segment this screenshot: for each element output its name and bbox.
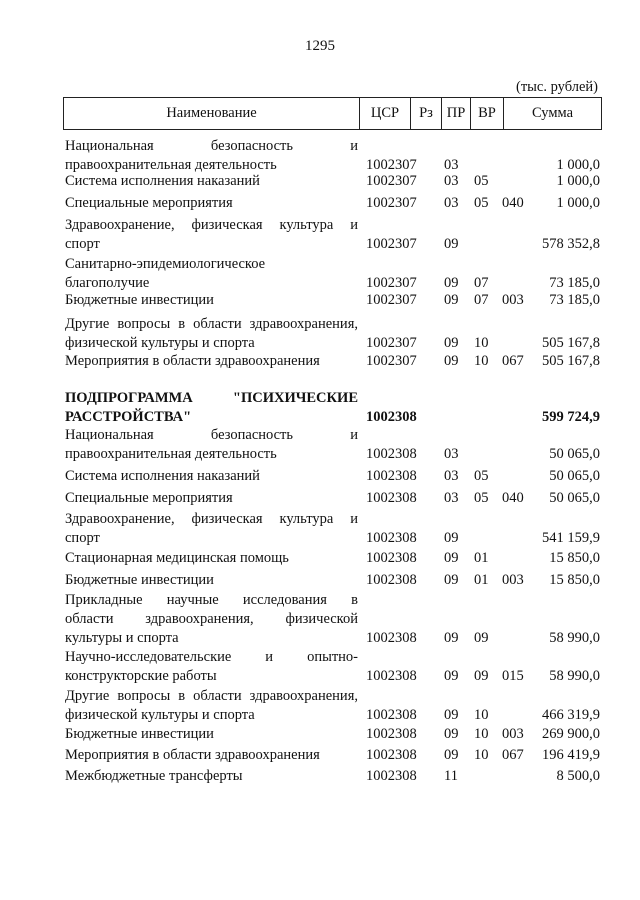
- row-sum: 58 990,0: [549, 630, 600, 646]
- row-pr: 10: [474, 335, 489, 351]
- header-sum: Сумма: [531, 105, 574, 121]
- row-csr: 1002307: [366, 195, 417, 211]
- row-name: [65, 725, 358, 744]
- row-rz: 03: [444, 173, 459, 189]
- row-pr: 07: [474, 275, 489, 291]
- row-sum: 505 167,8: [542, 353, 600, 369]
- table-row: [65, 315, 600, 353]
- row-sum: 1 000,0: [556, 173, 600, 189]
- row-csr: 1002307: [366, 335, 417, 351]
- row-name: [65, 648, 358, 686]
- row-rz: 09: [444, 726, 459, 742]
- row-name: [65, 549, 358, 568]
- row-pr: 05: [474, 490, 489, 506]
- row-name-line: Национальная безопасность и: [65, 427, 358, 443]
- row-csr: 1002307: [366, 173, 417, 189]
- row-name: [65, 291, 358, 310]
- row-sum: 15 850,0: [549, 550, 600, 566]
- row-vr: 003: [502, 572, 524, 588]
- row-rz: 09: [444, 353, 459, 369]
- table-row: [65, 687, 600, 725]
- row-name-line: физической культуры и спорта: [65, 335, 255, 351]
- row-name-line: Специальные мероприятия: [65, 490, 233, 506]
- row-name-line: благополучие: [65, 275, 150, 291]
- row-sum: 196 419,9: [542, 747, 600, 763]
- row-csr: 1002308: [366, 768, 417, 784]
- row-name: [65, 510, 358, 548]
- row-name-line: РАССТРОЙСТВА": [65, 409, 192, 425]
- table-row: [65, 352, 600, 371]
- table-row: [65, 216, 600, 254]
- row-vr: 067: [502, 747, 524, 763]
- row-vr: 040: [502, 490, 524, 506]
- row-vr: 015: [502, 668, 524, 684]
- row-sum: 466 319,9: [542, 707, 600, 723]
- row-rz: 09: [444, 275, 459, 291]
- row-name-line: ПОДПРОГРАММА "ПСИХИЧЕСКИЕ: [65, 390, 358, 406]
- row-name-line: Бюджетные инвестиции: [65, 726, 214, 742]
- row-name: [65, 137, 358, 175]
- row-csr: 1002308: [366, 726, 417, 742]
- row-name-line: Здравоохранение, физическая культура и: [65, 217, 358, 233]
- table-row: [65, 137, 600, 175]
- row-name-line: спорт: [65, 236, 100, 252]
- row-rz: 09: [444, 292, 459, 308]
- row-name: [65, 467, 358, 486]
- row-name-line: Другие вопросы в области здравоохранения,: [65, 688, 358, 704]
- row-name-line: конструкторские работы: [65, 668, 217, 684]
- row-csr: 1002308: [366, 490, 417, 506]
- table-row: [65, 467, 600, 486]
- row-pr: 05: [474, 173, 489, 189]
- row-name: [65, 389, 358, 427]
- row-csr: 1002308: [366, 468, 417, 484]
- table-row: [65, 648, 600, 686]
- row-sum: 50 065,0: [549, 446, 600, 462]
- row-rz: 09: [444, 707, 459, 723]
- row-name-line: Здравоохранение, физическая культура и: [65, 511, 358, 527]
- row-name-line: Мероприятия в области здравоохранения: [65, 353, 320, 369]
- row-pr: 05: [474, 195, 489, 211]
- row-sum: 8 500,0: [556, 768, 600, 784]
- row-name: [65, 216, 358, 254]
- row-rz: 03: [444, 490, 459, 506]
- row-name-line: Прикладные научные исследования в: [65, 592, 358, 608]
- row-name-line: Стационарная медицинская помощь: [65, 550, 289, 566]
- row-sum: 73 185,0: [549, 275, 600, 291]
- page-number: 1295: [305, 38, 335, 54]
- units-label: (тыс. рублей): [516, 79, 598, 95]
- row-csr: 1002307: [366, 275, 417, 291]
- table-row: [65, 489, 600, 508]
- row-rz: 09: [444, 530, 459, 546]
- row-pr: 01: [474, 550, 489, 566]
- table-row: [65, 389, 600, 427]
- row-rz: 09: [444, 236, 459, 252]
- row-csr: 1002308: [366, 668, 417, 684]
- row-name-line: Научно-исследовательские и опытно-: [65, 649, 358, 665]
- row-csr: 1002307: [366, 236, 417, 252]
- row-rz: 03: [444, 157, 459, 173]
- row-name-line: культуры и спорта: [65, 630, 179, 646]
- row-csr: 1002308: [366, 707, 417, 723]
- row-name-line: Бюджетные инвестиции: [65, 292, 214, 308]
- row-name-line: Бюджетные инвестиции: [65, 572, 214, 588]
- table-row: [65, 255, 600, 293]
- row-name: [65, 172, 358, 191]
- table-row: [65, 172, 600, 191]
- row-rz: 03: [444, 468, 459, 484]
- row-rz: 11: [444, 768, 458, 784]
- row-sum: 58 990,0: [549, 668, 600, 684]
- row-sum: 269 900,0: [542, 726, 600, 742]
- header-name: Наименование: [64, 98, 360, 129]
- row-sum: 541 159,9: [542, 530, 600, 546]
- row-name: [65, 426, 358, 464]
- row-rz: 09: [444, 550, 459, 566]
- header-csr: ЦСР: [360, 98, 411, 129]
- row-name-line: Специальные мероприятия: [65, 195, 233, 211]
- row-sum: 50 065,0: [549, 490, 600, 506]
- row-pr: 10: [474, 747, 489, 763]
- row-name-line: правоохранительная деятельность: [65, 157, 277, 173]
- row-vr: 040: [502, 195, 524, 211]
- row-name: [65, 255, 358, 293]
- row-name-line: области здравоохранения, физической: [65, 611, 358, 627]
- row-sum: 578 352,8: [542, 236, 600, 252]
- row-sum: 73 185,0: [549, 292, 600, 308]
- row-rz: 03: [444, 446, 459, 462]
- row-name-line: Мероприятия в области здравоохранения: [65, 747, 320, 763]
- row-name-line: Система исполнения наказаний: [65, 468, 260, 484]
- table-header: [63, 97, 602, 130]
- table-row: [65, 426, 600, 464]
- row-vr: 003: [502, 292, 524, 308]
- row-name: [65, 591, 358, 648]
- table-row: [65, 549, 600, 568]
- row-csr: 1002308: [366, 409, 417, 425]
- row-sum: 1 000,0: [556, 157, 600, 173]
- row-rz: 09: [444, 630, 459, 646]
- row-name-line: спорт: [65, 530, 100, 546]
- row-name-line: Другие вопросы в области здравоохранения,: [65, 316, 358, 332]
- table-row: [65, 510, 600, 548]
- row-name-line: Национальная безопасность и: [65, 138, 358, 154]
- row-vr: 003: [502, 726, 524, 742]
- row-name: [65, 489, 358, 508]
- table-row: [65, 725, 600, 744]
- row-csr: 1002308: [366, 530, 417, 546]
- table-row: [65, 746, 600, 765]
- row-rz: 09: [444, 335, 459, 351]
- row-csr: 1002308: [366, 550, 417, 566]
- row-sum: 50 065,0: [549, 468, 600, 484]
- row-name: [65, 352, 358, 371]
- table-row: [65, 571, 600, 590]
- row-name-line: Санитарно-эпидемиологическое: [65, 256, 266, 272]
- row-pr: 10: [474, 353, 489, 369]
- row-pr: 09: [474, 630, 489, 646]
- row-pr: 07: [474, 292, 489, 308]
- row-sum: 599 724,9: [542, 409, 600, 425]
- row-pr: 10: [474, 726, 489, 742]
- header-rz: Рз: [411, 98, 442, 129]
- row-csr: 1002308: [366, 630, 417, 646]
- row-csr: 1002307: [366, 292, 417, 308]
- table-row: [65, 291, 600, 310]
- row-pr: 10: [474, 707, 489, 723]
- row-name: [65, 315, 358, 353]
- header-pr: ПР: [442, 98, 471, 129]
- row-name-line: физической культуры и спорта: [65, 707, 255, 723]
- row-sum: 1 000,0: [556, 195, 600, 211]
- row-pr: 09: [474, 668, 489, 684]
- table-row: [65, 591, 600, 648]
- row-name: [65, 687, 358, 725]
- row-pr: 01: [474, 572, 489, 588]
- row-rz: 03: [444, 195, 459, 211]
- table-row: [65, 767, 600, 786]
- row-csr: 1002308: [366, 747, 417, 763]
- row-csr: 1002307: [366, 157, 417, 173]
- row-name: [65, 571, 358, 590]
- row-name-line: Межбюджетные трансферты: [65, 768, 243, 784]
- row-pr: 05: [474, 468, 489, 484]
- row-name: [65, 767, 358, 786]
- table-row: [65, 194, 600, 213]
- row-name: [65, 746, 358, 765]
- row-name-line: правоохранительная деятельность: [65, 446, 277, 462]
- row-name-line: Система исполнения наказаний: [65, 173, 260, 189]
- header-vr: ВР: [471, 98, 504, 129]
- row-sum: 15 850,0: [549, 572, 600, 588]
- row-csr: 1002307: [366, 353, 417, 369]
- row-rz: 09: [444, 572, 459, 588]
- row-csr: 1002308: [366, 446, 417, 462]
- row-csr: 1002308: [366, 572, 417, 588]
- row-vr: 067: [502, 353, 524, 369]
- row-sum: 505 167,8: [542, 335, 600, 351]
- row-rz: 09: [444, 747, 459, 763]
- row-rz: 09: [444, 668, 459, 684]
- row-name: [65, 194, 358, 213]
